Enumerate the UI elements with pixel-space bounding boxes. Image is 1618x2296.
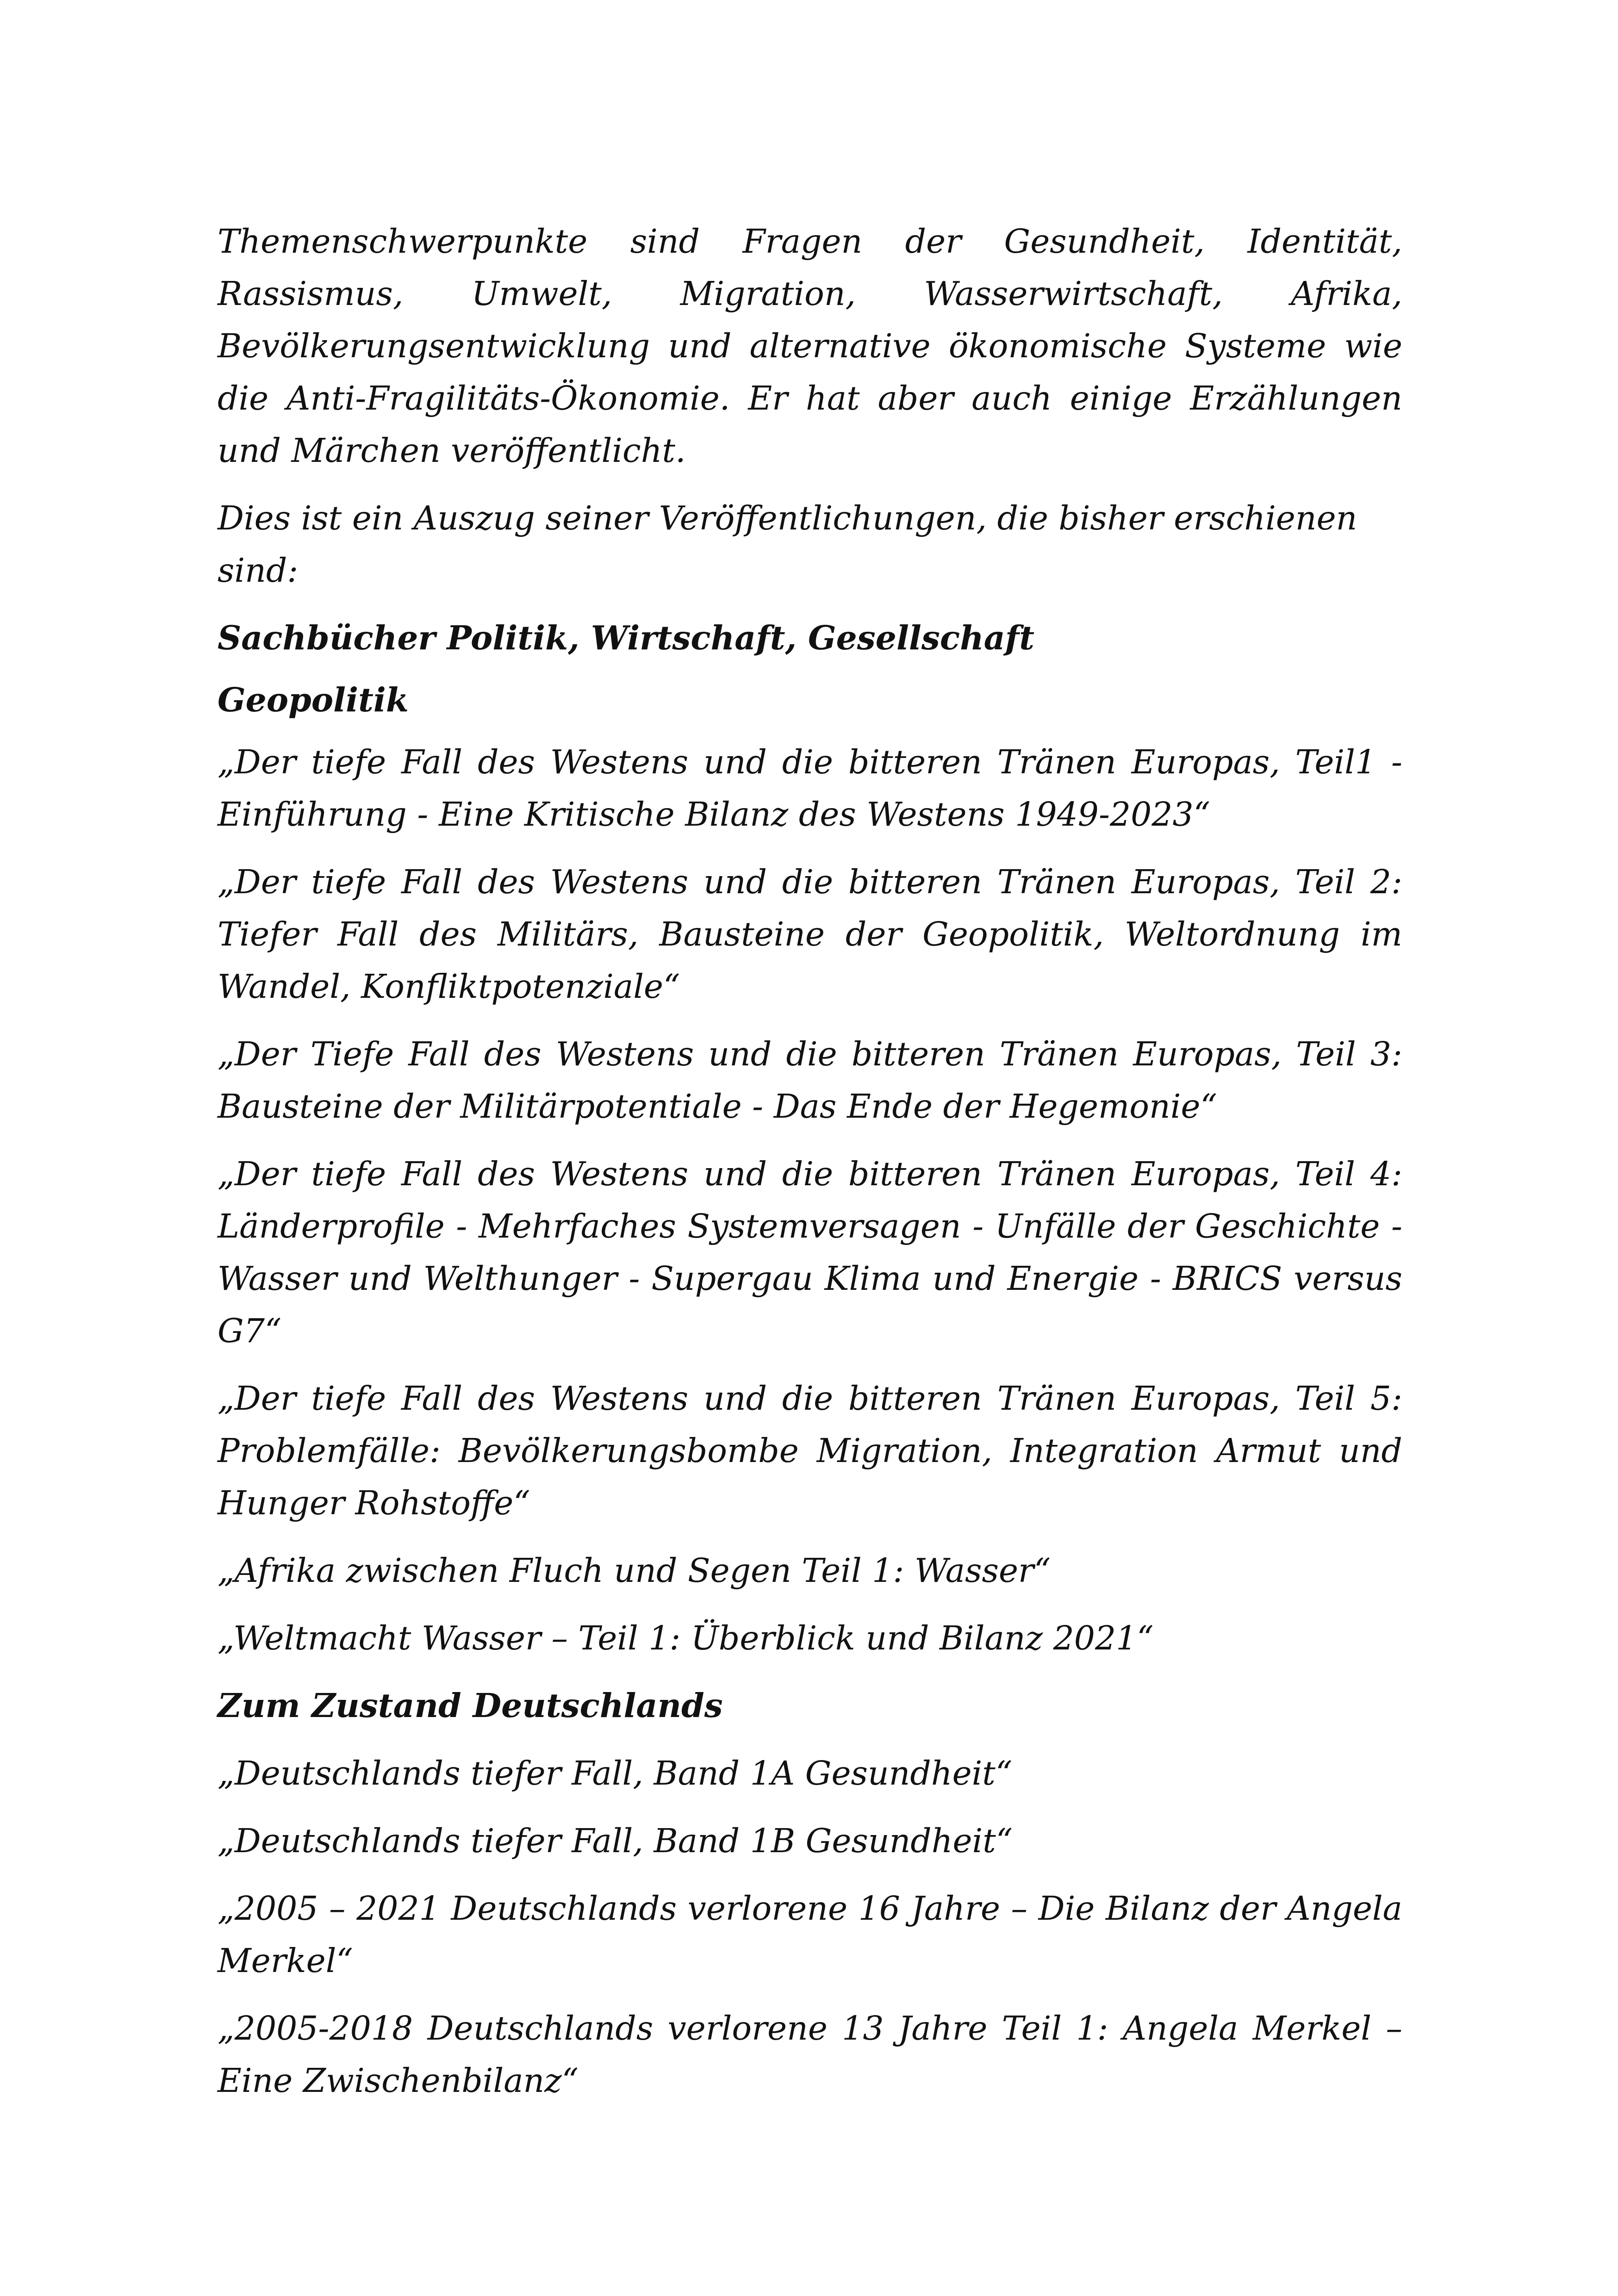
book-title: „Deutschlands tiefer Fall, Band 1B Gesundheit“: [218, 1822, 1013, 1860]
book-title: „2005 – 2021 Deutschlands verlorene 16 Jahre – Die Bilanz der Angela Merkel“: [218, 1889, 1402, 1980]
book-title: „Afrika zwischen Fluch und Segen Teil 1: Wasser“: [218, 1551, 1051, 1590]
book-title: „Der tiefe Fall des Westens und die bitteren Tränen Europas, Teil 4: Länderprofile - Mehrfaches Systemversagen - Unfälle der Geschichte - Wasser und Welthunger - Supergau Klima und Energie - BRICS versus G7“: [218, 1155, 1402, 1350]
deutschland-heading: Zum Zustand Deutschlands: [218, 1686, 723, 1725]
book-title: „Deutschlands tiefer Fall, Band 1A Gesundheit“: [218, 1754, 1013, 1792]
document-page: [218, 215, 1402, 2122]
book-title: „Der tiefe Fall des Westens und die bitteren Tränen Europas, Teil 5: Problemfälle: Bevölkerungsbombe Migration, Integration Armut und Hunger Rohstoffe“: [218, 1379, 1402, 1522]
intro-paragraph: Themenschwerpunkte sind Fragen der Gesundheit, Identität, Rassismus, Umwelt, Migration, Wasserwirtschaft, Afrika, Bevölkerungsentwicklung und alternative ökonomische Systeme wie die Anti-Fragilitäts-Ökonomie. Er hat aber auch einige Erzählungen und Märchen veröffentlicht.: [218, 222, 1402, 470]
excerpt-line: Dies ist ein Auszug seiner Veröffentlichungen, die bisher erschienen sind:: [218, 499, 1357, 590]
book-title: „Der tiefe Fall des Westens und die bitteren Tränen Europas, Teil 2: Tiefer Fall des Militärs, Bausteine der Geopolitik, Weltordnung im Wandel, Konfliktpotenziale“: [218, 863, 1402, 1006]
geopolitik-heading: Geopolitik: [218, 680, 409, 719]
book-title: „Der tiefe Fall des Westens und die bitteren Tränen Europas, Teil1 - Einführung - Eine Kritische Bilanz des Westens 1949-2023“: [218, 743, 1402, 834]
book-title: „Der Tiefe Fall des Westens und die bitteren Tränen Europas, Teil 3: Bausteine der Militärpotentiale - Das Ende der Hegemonie“: [218, 1035, 1402, 1126]
book-title: „2005-2018 Deutschlands verlorene 13 Jahre Teil 1: Angela Merkel – Eine Zwischenbilanz“: [218, 2009, 1402, 2100]
book-title: „Weltmacht Wasser – Teil 1: Überblick und Bilanz 2021“: [218, 1619, 1154, 1657]
section-heading: Sachbücher Politik, Wirtschaft, Gesellschaft: [218, 618, 1035, 657]
